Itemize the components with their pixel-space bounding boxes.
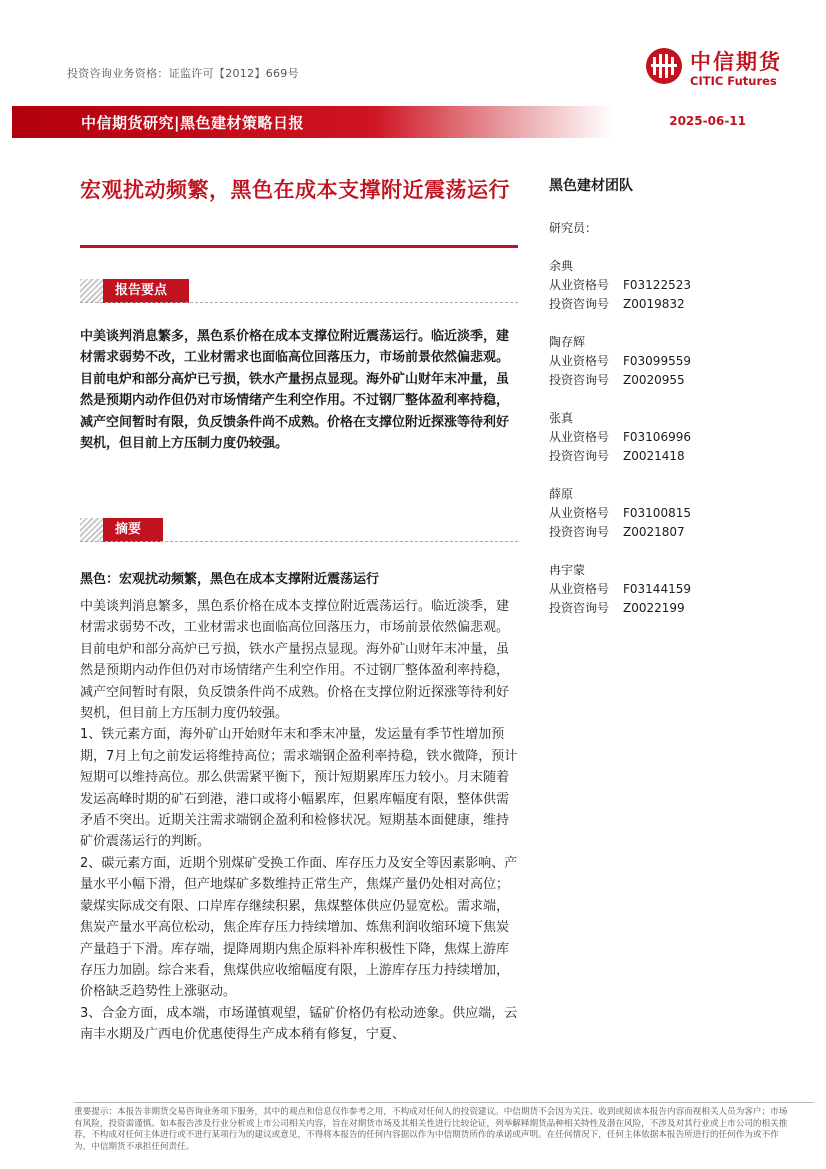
consulting-number: Z0020955: [623, 373, 685, 387]
logo-cn-text: 中信期货: [690, 50, 782, 74]
consulting-label: 投资咨询号: [549, 373, 610, 387]
summary-section-header: [80, 279, 518, 303]
consulting-label: 投资咨询号: [549, 601, 610, 615]
disclaimer-text: 重要提示：本报告非期货交易咨询业务项下服务，其中的观点和信息仅作参考之用，不构成对任何人的投资建议。中信期货不会因为关注、收到或阅读本报告内容而视相关人员为客户；市场有风险，投资需谨慎。如本报告涉及行业分析或上市公司相关内容，旨在对期货市场及其相关性进行比较论证，列举解释期货品种相关特性及潜在风险，不涉及对其行业或上市公司的相关推荐，不构成对任何主体进行或不进行某项行为的建议或意见，不得将本报告的任何内容据以作为中信期货所作的承诺或声明。在任何情况下，任何主体依据本报告所进行的任何作为或不作为，中信期货不承担任何责任。: [74, 1107, 788, 1152]
analyst-name: 张真: [549, 411, 574, 425]
qualification-number: F03144159: [623, 582, 691, 596]
analyst-name: 陶存辉: [549, 335, 586, 349]
analyst-card: [549, 409, 691, 466]
researcher-label: 研究员：: [549, 221, 598, 235]
abstract-paragraph: 2、碳元素方面，近期个别煤矿受换工作面、库存压力及安全等因素影响、产量水平小幅下滑，但产地煤矿多数维持正常生产，焦煤产量仍处相对高位；蒙煤实际成交有限、口岸库存继续积累，焦煤整体供应仍显宽松。需求端，焦炭产量水平高位松动，焦企库存压力持续增加、炼焦利润收缩环境下焦炭产量趋于下滑。库存端，提降周期内焦企原料补库积极性下降，焦煤上游库存压力加剧。综合来看，焦煤供应收缩幅度有限，上游库存压力持续增加，价格缺乏趋势性上涨驱动。: [80, 855, 518, 1000]
abstract-body: [80, 596, 520, 1046]
analyst-name: 薛原: [549, 487, 574, 501]
qualification-number: F03122523: [623, 278, 691, 292]
analyst-card: [549, 561, 691, 618]
consulting-label: 投资咨询号: [549, 297, 610, 311]
report-banner: [12, 106, 814, 138]
abstract-paragraph: 3、合金方面，成本端，市场谨慎观望，锰矿价格仍有松动迹象。供应端，云南丰水期及广西电价优惠使得生产成本稍有修复，宁夏、: [80, 1005, 518, 1043]
qualification-label: 从业资格号: [549, 354, 610, 368]
hatch-decoration: [80, 279, 103, 303]
footer-divider: [74, 1102, 814, 1103]
analyst-name: 冉宇蒙: [549, 563, 586, 577]
consulting-label: 投资咨询号: [549, 525, 610, 539]
citic-logo-icon: [644, 46, 684, 86]
analyst-name: 余典: [549, 259, 574, 273]
qualification-label: 从业资格号: [549, 430, 610, 444]
analyst-card: [549, 333, 691, 390]
abstract-heading: 黑色：宏观扰动频繁，黑色在成本支撑附近震荡运行: [80, 572, 380, 587]
hatch-decoration: [80, 518, 103, 542]
qualification-number: F03099559: [623, 354, 691, 368]
qualification-label: 从业资格号: [549, 278, 610, 292]
section-divider: [80, 302, 518, 303]
consulting-label: 投资咨询号: [549, 449, 610, 463]
qualification-label: 从业资格号: [549, 582, 610, 596]
consulting-number: Z0019832: [623, 297, 685, 311]
consulting-number: Z0021418: [623, 449, 685, 463]
abstract-paragraph: 中美谈判消息繁多，黑色系价格在成本支撑位附近震荡运行。临近淡季，建材需求弱势不改，工业材需求也面临高位回落压力，市场前景依然偏悲观。目前电炉和部分高炉已亏损，铁水产量拐点显现。海外矿山财年末冲量，虽然是预期内动作但仍对市场情绪产生利空作用。不过钢厂整体盈利率持稳，减产空间暂时有限，负反馈条件尚不成熟。价格在支撑位附近探涨等待利好契机，但目前上方压制力度仍较强。: [80, 599, 510, 722]
summary-text: 中美谈判消息繁多，黑色系价格在成本支撑位附近震荡运行。临近淡季，建材需求弱势不改，工业材需求也面临高位回落压力，市场前景依然偏悲观。目前电炉和部分高炉已亏损，铁水产量拐点显现。海外矿山财年末冲量，虽然是预期内动作但仍对市场情绪产生利空作用。不过钢厂整体盈利率持稳，减产空间暂时有限，负反馈条件尚不成熟。价格在支撑位附近探涨等待利好契机，但目前上方压制力度仍较强。: [80, 329, 510, 452]
report-date: 2025-06-11: [669, 114, 746, 128]
abstract-paragraph: 1、铁元素方面，海外矿山开始财年末和季末冲量，发运量有季节性增加预期，7月上旬之前发运将维持高位；需求端钢企盈利率持稳，铁水微降，预计短期可以维持高位。那么供需紧平衡下，预计短期累库压力较小。月末随着发运高峰时期的矿石到港，港口或将小幅累库，但累库幅度有限，整体供需矛盾不突出。近期关注需求端钢企盈利和检修状况。短期基本面健康，维持矿价震荡运行的判断。: [80, 727, 518, 850]
qualification-number: F03106996: [623, 430, 691, 444]
citic-futures-logo: [644, 44, 814, 94]
section-divider: [80, 541, 518, 542]
consulting-number: Z0022199: [623, 601, 685, 615]
abstract-tag: 摘要: [103, 518, 163, 542]
title-divider: [80, 245, 518, 248]
page-title: 宏观扰动频繁，黑色在成本支撑附近震荡运行: [80, 178, 510, 202]
team-title: 黑色建材团队: [549, 178, 633, 194]
license-text: 投资咨询业务资格：证监许可【2012】669号: [67, 67, 299, 80]
analyst-card: [549, 257, 691, 314]
analyst-card: [549, 485, 691, 542]
qualification-label: 从业资格号: [549, 506, 610, 520]
summary-tag: 报告要点: [103, 279, 189, 303]
qualification-number: F03100815: [623, 506, 691, 520]
abstract-section-header: [80, 518, 518, 542]
consulting-number: Z0021807: [623, 525, 685, 539]
logo-en-text: CITIC Futures: [690, 74, 777, 88]
banner-title: 中信期货研究|黑色建材策略日报: [81, 114, 304, 132]
